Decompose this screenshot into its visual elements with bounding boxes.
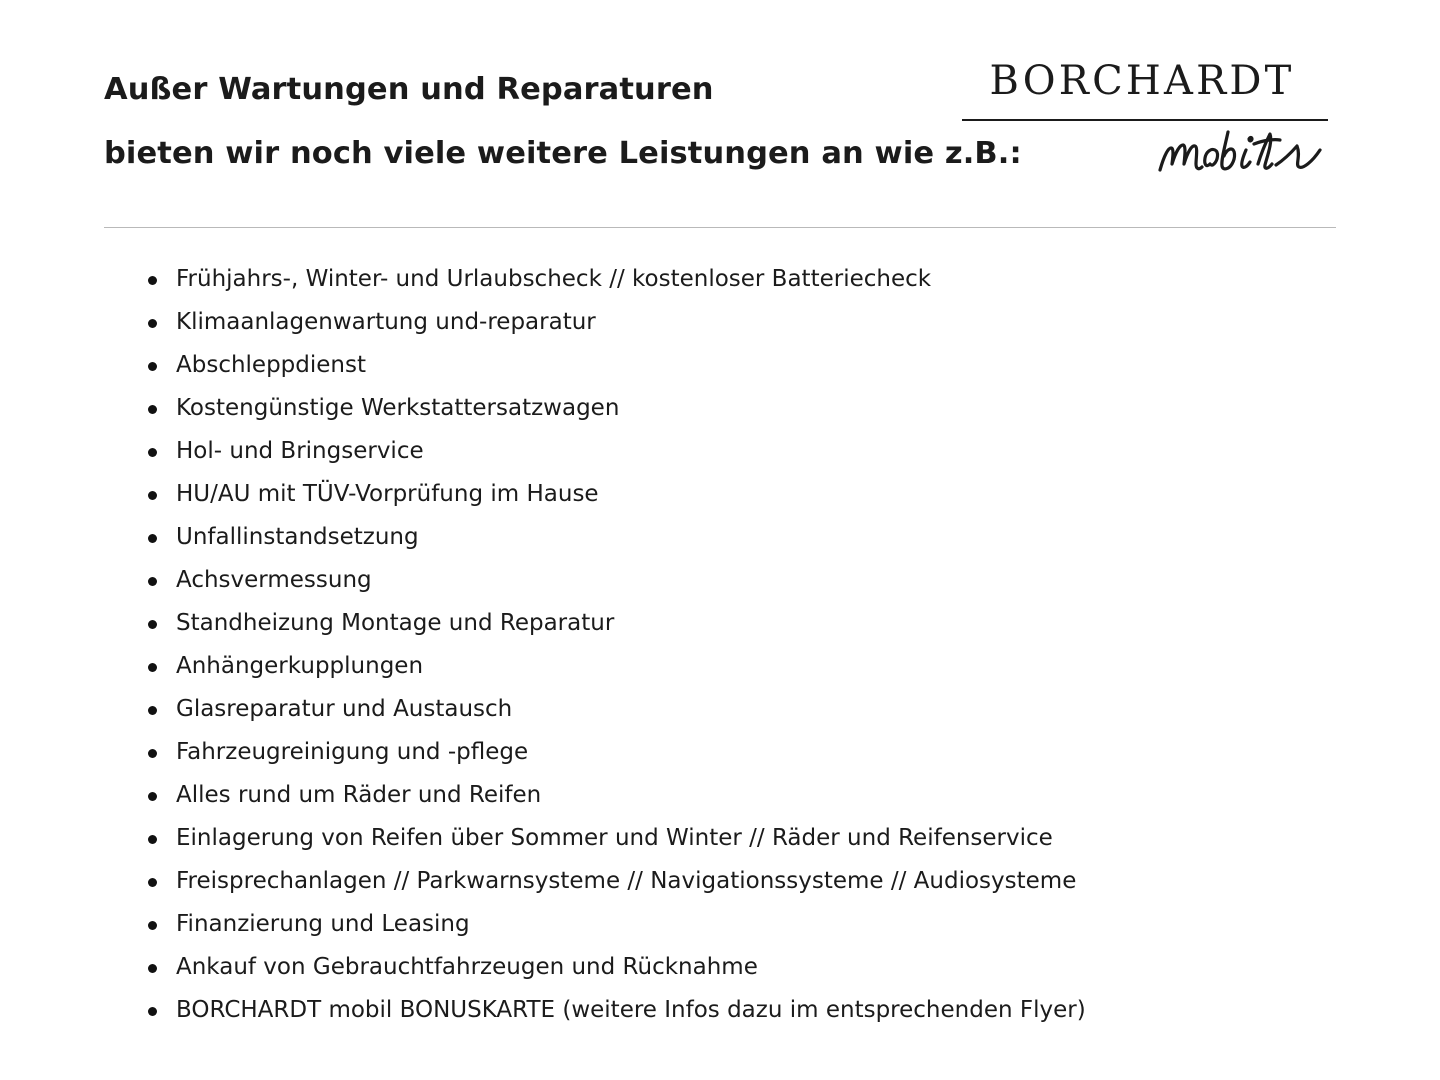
bullet-icon (148, 448, 157, 457)
list-item (140, 645, 1360, 688)
list-item (140, 731, 1360, 774)
page-header (104, 58, 1336, 208)
bullet-icon (148, 405, 157, 414)
bullet-icon (148, 706, 157, 715)
list-item (140, 344, 1360, 387)
list-item-label: BORCHARDT mobil BONUSKARTE (weitere Infos dazu im entsprechenden Flyer) (176, 997, 1086, 1023)
bullet-icon (148, 878, 157, 887)
list-item-label: Einlagerung von Reifen über Sommer und Winter // Räder und Reifenservice (176, 825, 1053, 851)
bullet-icon (148, 534, 157, 543)
list-item-label: HU/AU mit TÜV-Vorprüfung im Hause (176, 481, 599, 507)
list-item-label: Glasreparatur und Austausch (176, 696, 513, 722)
list-item (140, 559, 1360, 602)
bullet-icon (148, 276, 157, 285)
list-item-label: Achsvermessung (176, 567, 372, 593)
list-item-label: Freisprechanlagen // Parkwarnsysteme // Navigationssysteme // Audiosysteme (176, 868, 1077, 894)
bullet-icon (148, 491, 157, 500)
list-item (140, 817, 1360, 860)
list-item (140, 989, 1360, 1032)
list-item (140, 301, 1360, 344)
list-item (140, 946, 1360, 989)
list-item-label: Anhängerkupplungen (176, 653, 424, 679)
list-item-label: Frühjahrs-, Winter- und Urlaubscheck // kostenloser Batteriecheck (176, 266, 932, 292)
bullet-icon (148, 620, 157, 629)
list-item-label: Klimaanlagenwartung und-reparatur (176, 309, 596, 335)
headline-line-2: bieten wir noch viele weitere Leistungen an wie z.B.: (104, 136, 1022, 171)
list-item (140, 387, 1360, 430)
list-item (140, 602, 1360, 645)
logo-wordmark (956, 58, 1328, 104)
list-item (140, 516, 1360, 559)
page-title (104, 58, 1022, 186)
bullet-icon (148, 792, 157, 801)
logo-wordmark-text: BORCHARDT (989, 58, 1295, 104)
bullet-icon (148, 577, 157, 586)
services-list (140, 258, 1360, 1032)
list-item-label: Abschleppdienst (176, 352, 366, 378)
list-item-label: Standheizung Montage und Reparatur (176, 610, 615, 636)
borchardt-mobil-logo (956, 58, 1336, 198)
header-divider (104, 227, 1336, 228)
bullet-icon (148, 964, 157, 973)
bullet-icon (148, 663, 157, 672)
bullet-icon (148, 921, 157, 930)
list-item (140, 473, 1360, 516)
bullet-icon (148, 1007, 157, 1016)
list-item-label: Kostengünstige Werkstattersatzwagen (176, 395, 620, 421)
logo-script-mobil (1154, 120, 1329, 190)
bullet-icon (148, 835, 157, 844)
list-item-label: Alles rund um Räder und Reifen (176, 782, 542, 808)
bullet-icon (148, 749, 157, 758)
list-item-label: Hol- und Bringservice (176, 438, 424, 464)
headline-line-1: Außer Wartungen und Reparaturen (104, 72, 714, 107)
list-item-label: Unfallinstandsetzung (176, 524, 419, 550)
list-item-label: Fahrzeugreinigung und -pflege (176, 739, 529, 765)
list-item (140, 774, 1360, 817)
list-item (140, 258, 1360, 301)
list-item (140, 903, 1360, 946)
bullet-icon (148, 362, 157, 371)
list-item-label: Ankauf von Gebrauchtfahrzeugen und Rücknahme (176, 954, 758, 980)
bullet-icon (148, 319, 157, 328)
list-item (140, 430, 1360, 473)
list-item-label: Finanzierung und Leasing (176, 911, 470, 937)
list-item (140, 688, 1360, 731)
list-item (140, 860, 1360, 903)
